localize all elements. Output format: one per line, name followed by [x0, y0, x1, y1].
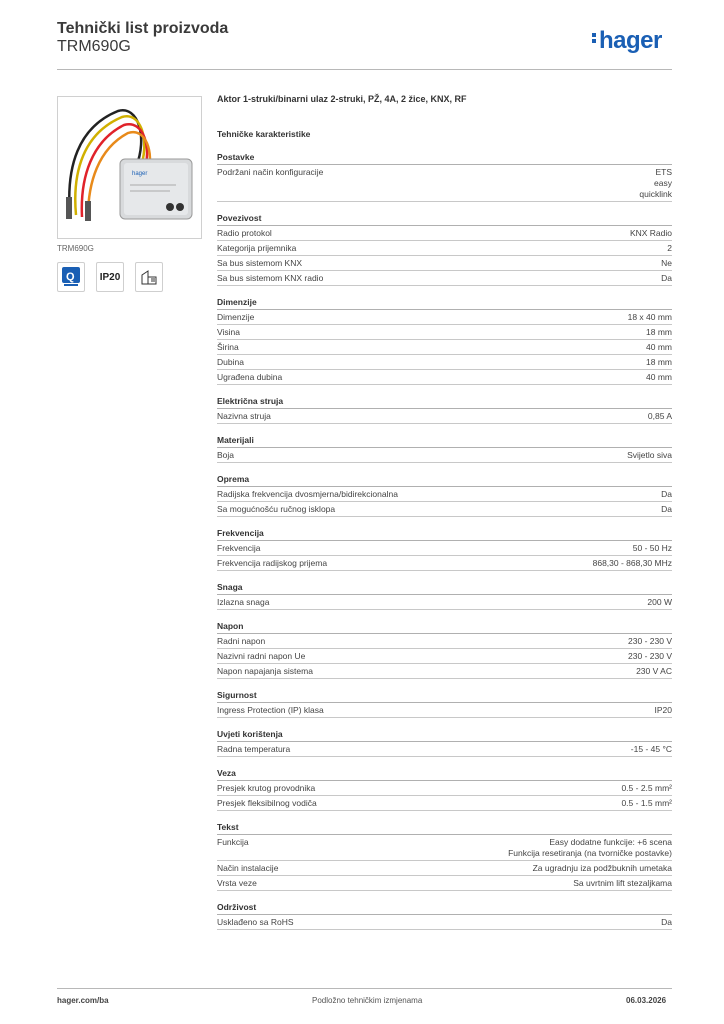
spec-label: Frekvencija radijskog prijema	[217, 558, 328, 568]
spec-value	[621, 798, 672, 809]
spec-label: Nazivni radni napon Ue	[217, 651, 306, 661]
spec-value-line: quicklink	[639, 189, 672, 199]
section-title: Električna struja	[217, 395, 672, 409]
spec-value	[661, 258, 672, 269]
spec-section	[217, 767, 672, 811]
spec-value	[630, 228, 672, 239]
spec-row	[217, 703, 672, 718]
spec-sections	[217, 151, 672, 930]
spec-row	[217, 165, 672, 202]
spec-section	[217, 151, 672, 202]
spec-section	[217, 527, 672, 571]
spec-value	[646, 327, 672, 338]
spec-value-line: Za ugradnju iza podžbuknih umetaka	[532, 863, 672, 873]
spec-label: Presjek fleksibilnog vodiča	[217, 798, 317, 808]
spec-value	[628, 312, 672, 323]
spec-label: Sa mogućnošću ručnog isklopa	[217, 504, 336, 514]
spec-value	[631, 744, 672, 755]
spec-value-line: Funkcija resetiranja (na tvorničke postavke)	[508, 848, 672, 858]
spec-content	[217, 94, 672, 930]
spec-value-line: easy	[654, 178, 672, 188]
spec-row	[217, 634, 672, 649]
spec-row	[217, 502, 672, 517]
spec-section	[217, 395, 672, 424]
spec-value	[573, 878, 672, 889]
spec-value-line: 18 x 40 mm	[627, 312, 672, 322]
spec-value-line: Da	[661, 273, 672, 283]
section-title: Održivost	[217, 901, 672, 915]
spec-row	[217, 541, 672, 556]
spec-row	[217, 355, 672, 370]
spec-value	[661, 489, 672, 500]
spec-row	[217, 310, 672, 325]
spec-value	[661, 273, 672, 284]
section-title: Sigurnost	[217, 689, 672, 703]
spec-row	[217, 915, 672, 930]
spec-value-line: 18 mm	[646, 357, 672, 367]
installation-icon	[135, 262, 163, 292]
section-title: Frekvencija	[217, 527, 672, 541]
spec-label: Visina	[217, 327, 240, 337]
characteristics-heading: Tehničke karakteristike	[217, 129, 311, 139]
spec-value-line: KNX Radio	[629, 228, 672, 238]
footer-website: hager.com/ba	[57, 996, 109, 1005]
quicklink-icon	[57, 262, 85, 292]
section-title: Snaga	[217, 581, 672, 595]
spec-label: Izlazna snaga	[217, 597, 270, 607]
spec-section	[217, 473, 672, 517]
spec-value-line: 40 mm	[646, 372, 672, 382]
hager-logo: hager	[592, 27, 662, 55]
spec-value	[627, 450, 672, 461]
spec-value-line: Da	[661, 504, 672, 514]
spec-value	[628, 651, 672, 662]
spec-value-line: 50 - 50 Hz	[632, 543, 672, 553]
spec-value	[639, 167, 672, 200]
spec-value-line: 868,30 - 868,30 MHz	[592, 558, 672, 568]
spec-value-line: 40 mm	[646, 342, 672, 352]
spec-value-line: IP20	[654, 705, 672, 715]
spec-value-line: Ne	[661, 258, 672, 268]
spec-value-line: 230 - 230 V	[628, 651, 672, 661]
spec-value-line: Da	[661, 489, 672, 499]
spec-row	[217, 409, 672, 424]
spec-label: Funkcija	[217, 837, 249, 847]
spec-label: Radni napon	[217, 636, 266, 646]
spec-value	[593, 558, 672, 569]
spec-label: Dimenzije	[217, 312, 255, 322]
section-title: Veza	[217, 767, 672, 781]
spec-value	[646, 342, 672, 353]
spec-row	[217, 796, 672, 811]
spec-label: Ingress Protection (IP) klasa	[217, 705, 324, 715]
spec-section	[217, 296, 672, 385]
spec-row	[217, 241, 672, 256]
spec-value-line: 200 W	[647, 597, 672, 607]
spec-section	[217, 821, 672, 891]
section-title: Uvjeti korištenja	[217, 728, 672, 742]
spec-label: Radio protokol	[217, 228, 272, 238]
spec-value	[661, 504, 672, 515]
spec-value-line: Da	[661, 917, 672, 927]
svg-text:hager: hager	[132, 171, 148, 177]
spec-label: Frekvencija	[217, 543, 261, 553]
spec-row	[217, 370, 672, 385]
spec-value	[636, 666, 672, 677]
section-title: Dimenzije	[217, 296, 672, 310]
spec-row	[217, 226, 672, 241]
spec-row	[217, 271, 672, 286]
ip20-badge: IP20	[96, 262, 124, 292]
spec-value	[655, 705, 673, 716]
spec-label: Napon napajanja sistema	[217, 666, 313, 676]
footer-disclaimer: Podložno tehničkim izmjenama	[312, 996, 423, 1005]
section-title: Oprema	[217, 473, 672, 487]
spec-section	[217, 434, 672, 463]
spec-value-line: 230 - 230 V	[628, 636, 672, 646]
spec-value	[533, 863, 672, 874]
product-image	[57, 96, 202, 239]
footer-date: 06.03.2026	[626, 996, 667, 1005]
spec-label: Nazivna struja	[217, 411, 271, 421]
spec-row	[217, 649, 672, 664]
spec-row	[217, 781, 672, 796]
spec-value	[508, 837, 672, 859]
spec-value-line: 18 mm	[646, 327, 672, 337]
spec-value	[648, 411, 672, 422]
spec-value-line: -15 - 45 °C	[630, 744, 672, 754]
spec-row	[217, 448, 672, 463]
spec-section	[217, 212, 672, 286]
spec-section	[217, 728, 672, 757]
section-title: Materijali	[217, 434, 672, 448]
footer-divider	[57, 988, 672, 989]
spec-label: Širina	[217, 342, 239, 352]
spec-value-line: 0.5 - 1.5 mm²	[621, 798, 672, 808]
spec-value-line: 230 V AC	[636, 666, 672, 676]
spec-value-line: 2	[667, 243, 672, 253]
product-title: Aktor 1-struki/binarni ulaz 2-struki, PŽ, 4A, 2 žice, KNX, RF	[217, 94, 467, 104]
spec-label: Kategorija prijemnika	[217, 243, 297, 253]
spec-value-line: ETS	[655, 167, 672, 177]
spec-label: Presjek krutog provodnika	[217, 783, 316, 793]
spec-label: Vrsta veze	[217, 878, 257, 888]
spec-value	[628, 636, 672, 647]
product-code: TRM690G	[57, 38, 131, 55]
spec-section	[217, 581, 672, 610]
spec-row	[217, 595, 672, 610]
spec-label: Radna temperatura	[217, 744, 291, 754]
section-title: Napon	[217, 620, 672, 634]
spec-section	[217, 620, 672, 679]
spec-label: Sa bus sistemom KNX radio	[217, 273, 324, 283]
spec-value-line: 0,85 A	[647, 411, 672, 421]
spec-row	[217, 487, 672, 502]
spec-section	[217, 901, 672, 930]
spec-row	[217, 861, 672, 876]
spec-row	[217, 325, 672, 340]
page-title: Tehnički list proizvoda	[57, 20, 229, 37]
spec-row	[217, 556, 672, 571]
spec-value	[633, 543, 672, 554]
spec-label: Sa bus sistemom KNX	[217, 258, 303, 268]
spec-value	[647, 597, 672, 608]
spec-label: Boja	[217, 450, 235, 460]
spec-label: Podržani način konfiguracije	[217, 167, 324, 177]
spec-label: Ugrađena dubina	[217, 372, 283, 382]
spec-label: Dubina	[217, 357, 244, 367]
spec-row	[217, 256, 672, 271]
spec-row	[217, 835, 672, 861]
spec-row	[217, 742, 672, 757]
spec-value-line: Easy dodatne funkcije: +6 scena	[549, 837, 672, 847]
section-title: Postavke	[217, 151, 672, 165]
spec-value	[661, 917, 672, 928]
spec-value	[621, 783, 672, 794]
section-title: Povezivost	[217, 212, 672, 226]
spec-row	[217, 876, 672, 891]
spec-value	[646, 372, 672, 383]
spec-section	[217, 689, 672, 718]
spec-value-line: Sa uvrtnim lift stezaljkama	[573, 878, 672, 888]
spec-value-line: 0.5 - 2.5 mm²	[621, 783, 672, 793]
spec-label: Usklađeno sa RoHS	[217, 917, 294, 927]
spec-value-line: Svijetlo siva	[627, 450, 672, 460]
spec-row	[217, 340, 672, 355]
image-caption: TRM690G	[57, 244, 94, 253]
spec-row	[217, 664, 672, 679]
spec-value	[646, 357, 672, 368]
svg-text:Q: Q	[66, 271, 75, 283]
spec-label: Radijska frekvencija dvosmjerna/bidirekcionalna	[217, 489, 398, 499]
header-divider	[57, 69, 672, 70]
section-title: Tekst	[217, 821, 672, 835]
spec-label: Način instalacije	[217, 863, 279, 873]
spec-value	[667, 243, 672, 254]
